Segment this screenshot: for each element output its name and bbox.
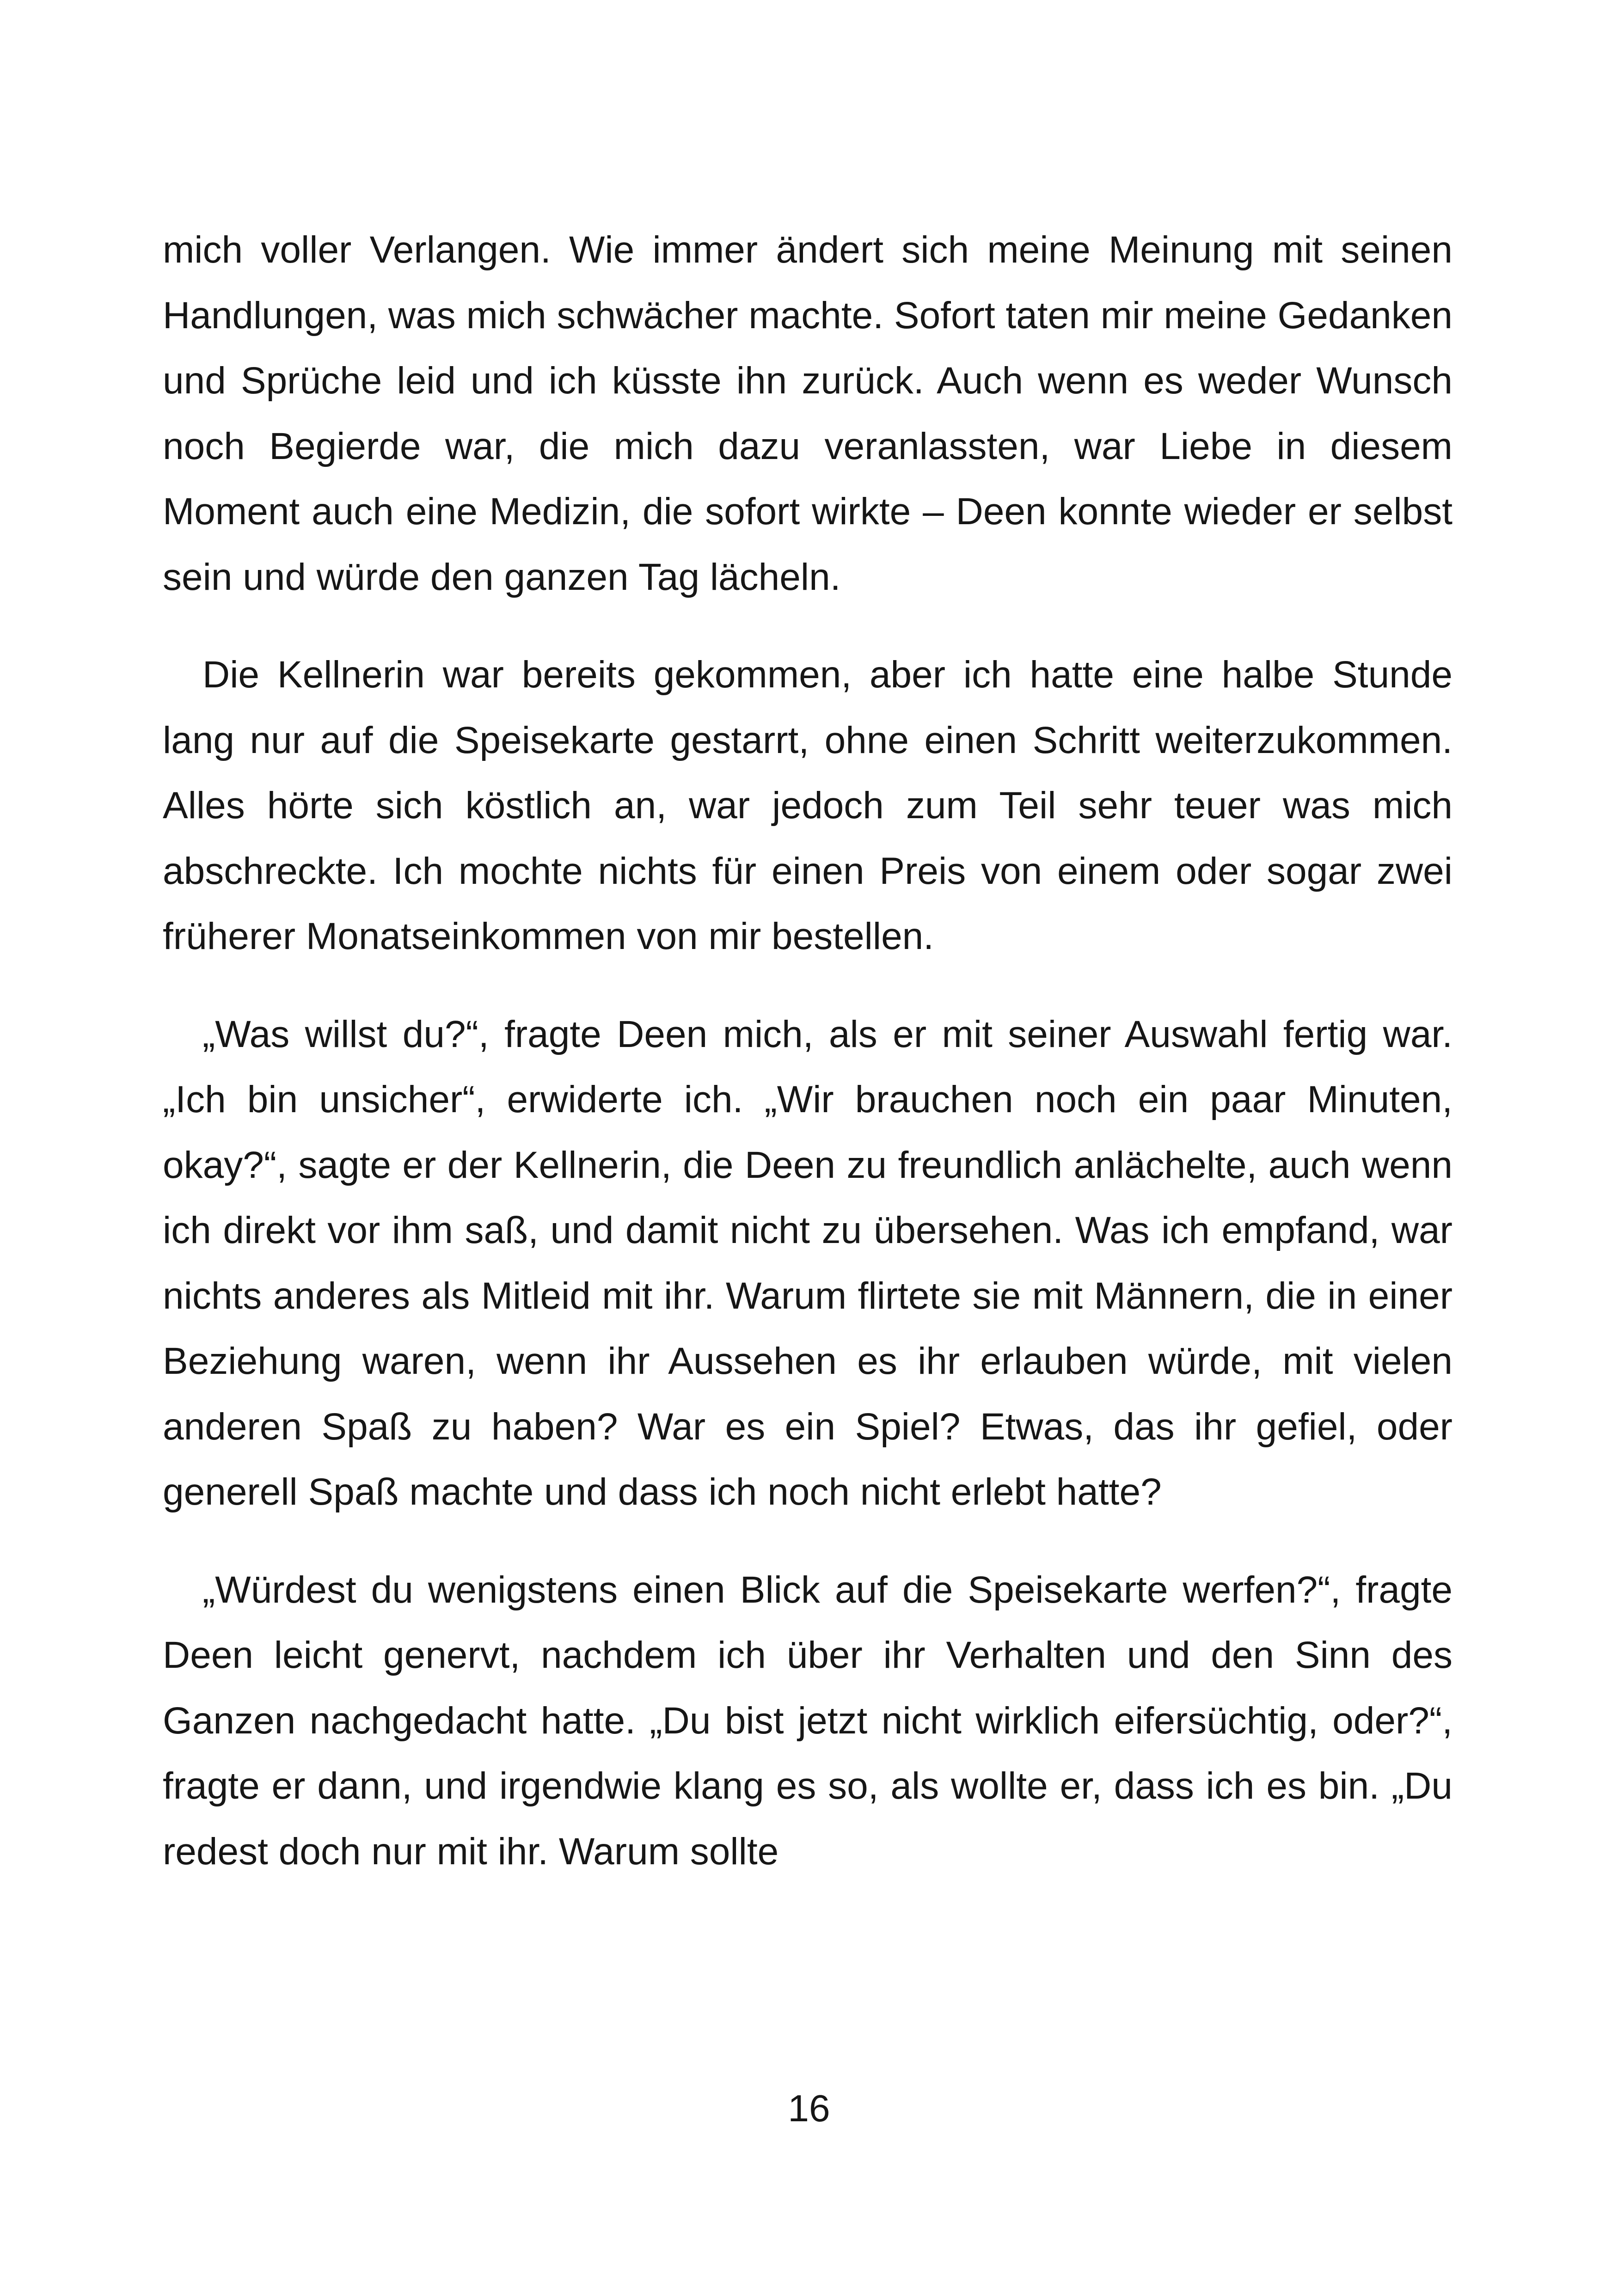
page-number: 16 [788, 2088, 830, 2130]
paragraph-3: „Was willst du?“, fragte Deen mich, als er mit seiner Auswahl fertig war. „Ich bin unsicher“, erwiderte ich. „Wir brauchen noch ein paar Minuten, okay?“, sagte er der Kellnerin, die Deen zu freundlich anlächelte, auch wenn ich direkt vor ihm saß, und damit nicht zu übersehen. Was ich empfand, war nichts anderes als Mitleid mit ihr. Warum flirtete sie mit Männern, die in einer Beziehung waren, wenn ihr Aussehen es ihr erlauben würde, mit vielen anderen Spaß zu haben? War es ein Spiel? Etwas, das ihr gefiel, oder generell Spaß machte und dass ich noch nicht erlebt hatte? [163, 1013, 1453, 1513]
paragraph-2: Die Kellnerin war bereits gekommen, aber ich hatte eine halbe Stunde lang nur auf die Speisekarte gestarrt, ohne einen Schritt weiterzukommen. Alles hörte sich köstlich an, war jedoch zum Teil sehr teuer was mich abschreckte. Ich mochte nichts für einen Preis von einem oder sogar zwei früherer Monatseinkommen von mir bestellen. [163, 654, 1453, 957]
paragraph-1: mich voller Verlangen. Wie immer ändert sich meine Meinung mit seinen Handlungen, was mich schwächer machte. Sofort taten mir meine Gedanken und Sprüche leid und ich küsste ihn zurück. Auch wenn es weder Wunsch noch Begierde war, die mich dazu veranlassten, war Liebe in diesem Moment auch eine Medizin, die sofort wirkte – Deen konnte wieder er selbst sein und würde den ganzen Tag lächeln. [163, 229, 1453, 598]
paragraph-4: „Würdest du wenigstens einen Blick auf die Speisekarte werfen?“, fragte Deen leicht genervt, nachdem ich über ihr Verhalten und den Sinn des Ganzen nachgedacht hatte. „Du bist jetzt nicht wirklich eifersüchtig, oder?“, fragte er dann, und irgendwie klang es so, als wollte er, dass ich es bin. „Du redest doch nur mit ihr. Warum sollte [163, 1568, 1453, 1873]
body-text [163, 217, 1453, 1916]
